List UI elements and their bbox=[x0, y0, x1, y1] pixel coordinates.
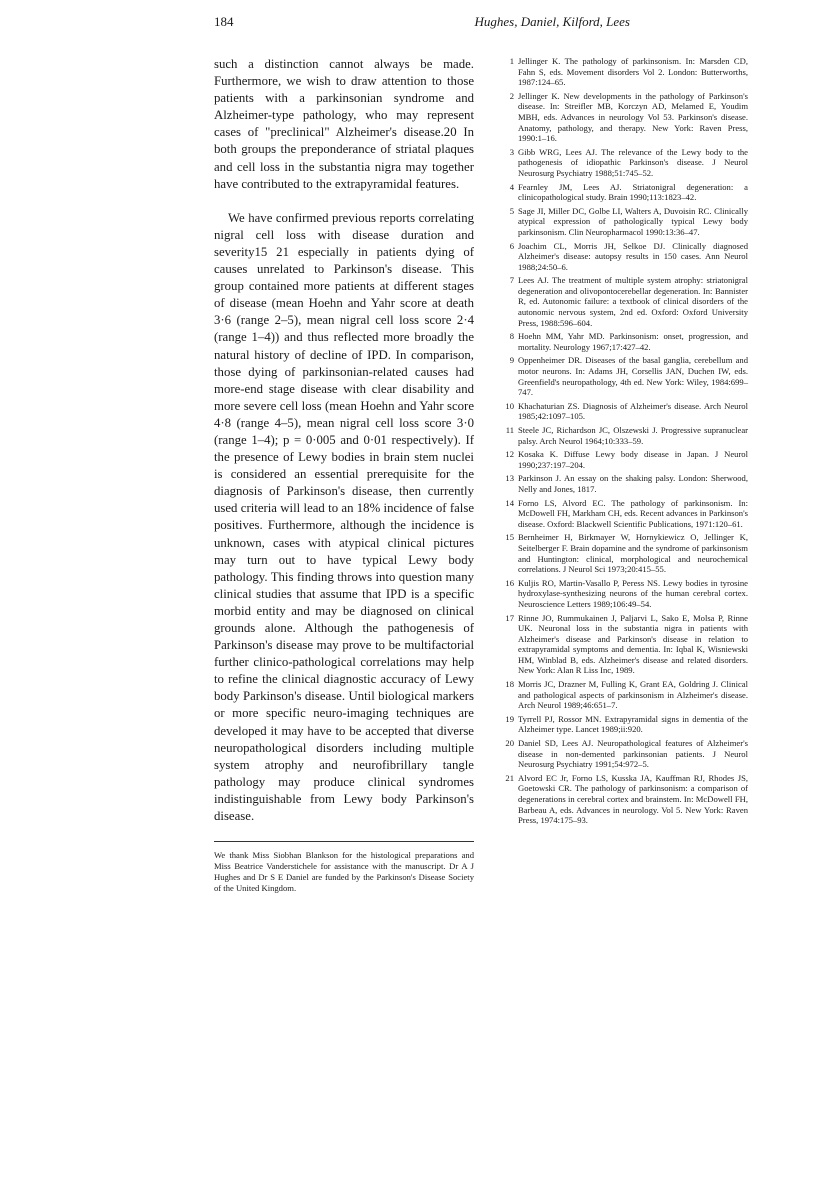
reference-item bbox=[500, 331, 748, 352]
reference-text: Morris JC, Drazner M, Fulling K, Grant EA, Goldring J. Clinical and pathological aspects of parkinsonism in Alzheimer's disease. Arch Neurol 1989;46:651–7. bbox=[518, 679, 748, 711]
reference-number: 21 bbox=[505, 772, 514, 783]
reference-number: 17 bbox=[505, 612, 514, 623]
reference-item bbox=[500, 206, 748, 238]
reference-text: Alvord EC Jr, Forno LS, Kusska JA, Kauffman RJ, Rhodes JS, Goetowski CR. The pathology of parkinsonism: a comparison of degenerations in cerebral cortex and brainstem. In: McDowell FH, Barbeau A, eds. Advances in neurology. Vol 5. New York: Raven Press, 1974:175–93. bbox=[518, 772, 748, 826]
reference-item bbox=[500, 241, 748, 273]
reference-item bbox=[500, 473, 748, 494]
reference-text: Fearnley JM, Lees AJ. Striatonigral degeneration: a clinicopathological study. Brain 1990;113:1823–42. bbox=[518, 181, 748, 203]
references-column bbox=[500, 56, 748, 829]
reference-number: 12 bbox=[505, 449, 514, 460]
reference-text: Steele JC, Richardson JC, Olszewski J. Progressive supranuclear palsy. Arch Neurol 1964;10:333–59. bbox=[518, 425, 748, 446]
running-head: Hughes, Daniel, Kilford, Lees bbox=[474, 14, 630, 29]
reference-number: 11 bbox=[505, 425, 514, 435]
reference-text: Oppenheimer DR. Diseases of the basal ganglia, cerebellum and motor neurons. In: Adams JH, Corsellis JAN, Duchen IW, eds. Greenfield's neuropathology, 4th ed. New York: Wiley, 1984:699–747. bbox=[518, 355, 748, 398]
reference-item bbox=[500, 773, 748, 826]
reference-text: Rinne JO, Rummukainen J, Paljarvi L, Sako E, Molsa P, Rinne UK. Neuronal loss in the substantia nigra in patients with Alzheimer's disease and Parkinson's disease in relation to extrapyramidal symptoms and dementia. In: Iqbal K, Wisniewski HM, Winblad B, eds. Alzheimer's disease and related disorders. New York: Alan R Liss Inc, 1989. bbox=[518, 612, 748, 676]
reference-number: 13 bbox=[505, 473, 514, 484]
reference-text: Forno LS, Alvord EC. The pathology of parkinsonism. In: McDowell FH, Markham CH, eds. Recent advances in Parkinson's disease. Oxford: Blackwell Scientific Publications, 1971:120–61. bbox=[518, 497, 748, 529]
reference-number: 15 bbox=[505, 532, 514, 543]
reference-text: Kosaka K. Diffuse Lewy body disease in Japan. J Neurol 1990;237:197–204. bbox=[518, 449, 748, 470]
reference-number: 4 bbox=[509, 181, 514, 192]
left-column bbox=[214, 56, 474, 903]
reference-text: Sage JI, Miller DC, Golbe LI, Walters A, Duvoisin RC. Clinically atypical expression of pathologically typical Lewy body parkinsonism. Clin Neuropharmacol 1990:13:36–47. bbox=[518, 205, 748, 237]
reference-number: 9 bbox=[509, 355, 514, 366]
reference-text: Joachim CL, Morris JH, Selkoe DJ. Clinically diagnosed Alzheimer's disease: autopsy results in 150 cases. Ann Neurol 1988;24:50–6. bbox=[518, 240, 748, 272]
acknowledgement: We thank Miss Siobhan Blankson for the histological preparations and Miss Beatrice Vanderstichele for assistance with the manuscript. Dr A J Hughes and Dr S E Daniel are funded by the Parkinson's Disease Society of the United Kingdom. bbox=[214, 850, 474, 894]
reference-item bbox=[500, 578, 748, 610]
reference-list bbox=[500, 56, 748, 826]
reference-item bbox=[500, 355, 748, 397]
body-paragraph: such a distinction cannot always be made. Furthermore, we wish to draw attention to those patients with a parkinsonian syndrome and Alzheimer-type pathology, who may represent cases of "preclinical" Alzheimer's disease.20 In both groups the preponderance of striatal plaques and cell loss in the substantia nigra may together have contributed to the extrapyramidal features. bbox=[214, 57, 474, 191]
reference-number: 10 bbox=[505, 400, 514, 411]
reference-item bbox=[500, 613, 748, 677]
reference-text: Parkinson J. An essay on the shaking palsy. London: Sherwood, Nelly and Jones, 1817. bbox=[518, 473, 748, 494]
reference-item bbox=[500, 182, 748, 203]
reference-number: 19 bbox=[505, 713, 514, 724]
reference-item bbox=[500, 401, 748, 422]
reference-number: 16 bbox=[505, 577, 514, 588]
reference-text: Gibb WRG, Lees AJ. The relevance of the Lewy body to the pathogenesis of idiopathic Parkinson's disease. J Neurol Neurosurg Psychiatry 1988;51:745–52. bbox=[518, 146, 748, 178]
body-paragraph: We have confirmed previous reports correlating nigral cell loss with disease duration and severity15 21 especially in patients dying of causes unrelated to Parkinson's disease. This group contained more patients at different stages of disease (mean Hoehn and Yahr score at death 3·6 (range 2–5), mean nigral cell loss score 2·4 (range 1–4)) and thus reflected more broadly the natural history of decline of IPD. In comparison, those dying of parkinsonian-related causes had more-end stage disease with clear disability and more severe cell loss (mean Hoehn and Yahr score 4·8 (range 4–5), mean nigral cell loss score 3·0 (range 1–4); p = 0·005 and 0·01 respectively). If the presence of Lewy bodies in brain stem nuclei is considered an essential prerequisite for the diagnosis of Parkinson's disease, then currently used criteria will lead to an 18% incidence of false positives. Furthermore, although the incidence is unknown, cases with atypical clinical pictures may turn out to have typical Lewy body pathology. This finding throws into question many clinical studies that assume that IPD is a specific morbid entity and may be diagnosed on clinical grounds alone. Although the pathogenesis of Parkinson's disease may prove to be multifactorial further clinico-pathological correlations may help to refine the clinical diagnostic accuracy of Lewy body Parkinson's disease. Until biological markers or more specific neuro-imaging techniques are developed it may have to be accepted that diverse neuropathological disorders including multiple system atrophy and neurofibrillary tangle pathology may produce clinical syndromes indistinguishable from Lewy body Parkinson's disease. bbox=[214, 210, 474, 824]
reference-number: 18 bbox=[505, 679, 514, 690]
reference-number: 7 bbox=[509, 275, 514, 286]
reference-item bbox=[500, 714, 748, 735]
reference-item bbox=[500, 147, 748, 179]
reference-item bbox=[500, 498, 748, 530]
reference-item bbox=[500, 425, 748, 446]
reference-item bbox=[500, 738, 748, 770]
reference-text: Lees AJ. The treatment of multiple system atrophy: striatonigral degeneration and olivopontocerebellar degeneration. In: Bannister R, ed. Autonomic failure: a textbook of clinical disorders of the autonomic nervous system, 2nd ed. Oxford: Oxford University Press, 1988:596–604. bbox=[518, 275, 748, 328]
page-number: 184 bbox=[214, 14, 234, 29]
reference-item bbox=[500, 449, 748, 470]
reference-text: Jellinger K. New developments in the pathology of Parkinson's disease. In: Streifler MB, Korczyn AD, Melamed E, Youdim MBH, eds. Advances in neurology Vol 53. Parkinson's disease. Anatomy, pathology, and therapy. New York: Raven Press, 1990:1–16. bbox=[518, 90, 748, 144]
reference-number: 2 bbox=[509, 90, 514, 101]
reference-text: Kuljis RO, Martin-Vasallo P, Peress NS. Lewy bodies in tyrosine hydroxylase-synthesizing neurons of the human cerebral cortex. Neuroscience Letters 1989;106:49–54. bbox=[518, 577, 748, 609]
reference-item bbox=[500, 56, 748, 88]
reference-text: Hoehn MM, Yahr MD. Parkinsonism: onset, progression, and mortality. Neurology 1967;17:427–42. bbox=[518, 331, 748, 352]
reference-number: 1 bbox=[509, 56, 514, 66]
reference-text: Jellinger K. The pathology of parkinsonism. In: Marsden CD, Fahn S, eds. Movement disorders Vol 2. London: Butterworths, 1987:124–65. bbox=[518, 56, 748, 88]
reference-text: Daniel SD, Lees AJ. Neuropathological features of Alzheimer's disease in non-demented parkinsonian patients. J Neurol Neurosurg Psychiatry 1991;54:972–5. bbox=[518, 738, 748, 770]
reference-number: 8 bbox=[509, 331, 514, 342]
reference-item bbox=[500, 679, 748, 711]
reference-text: Tyrrell PJ, Rossor MN. Extrapyramidal signs in dementia of the Alzheimer type. Lancet 1989;ii:920. bbox=[518, 713, 748, 735]
reference-item bbox=[500, 275, 748, 328]
reference-number: 14 bbox=[505, 497, 514, 508]
reference-item bbox=[500, 532, 748, 574]
reference-item bbox=[500, 91, 748, 144]
reference-number: 5 bbox=[509, 205, 514, 216]
reference-number: 3 bbox=[509, 146, 514, 157]
section-divider bbox=[214, 841, 474, 842]
page-header bbox=[0, 14, 816, 38]
reference-number: 6 bbox=[509, 240, 514, 251]
reference-text: Khachaturian ZS. Diagnosis of Alzheimer's disease. Arch Neurol 1985;42:1097–105. bbox=[518, 400, 748, 422]
body-text bbox=[214, 56, 474, 825]
reference-text: Bernheimer H, Birkmayer W, Hornykiewicz O, Jellinger K, Seitelberger F. Brain dopamine and the syndrome of parkinsonism and Huntington: clinical, morphological and neurochemical correlations. J Neurol Sci 1973;20:415–55. bbox=[518, 532, 748, 575]
reference-number: 20 bbox=[505, 738, 514, 749]
